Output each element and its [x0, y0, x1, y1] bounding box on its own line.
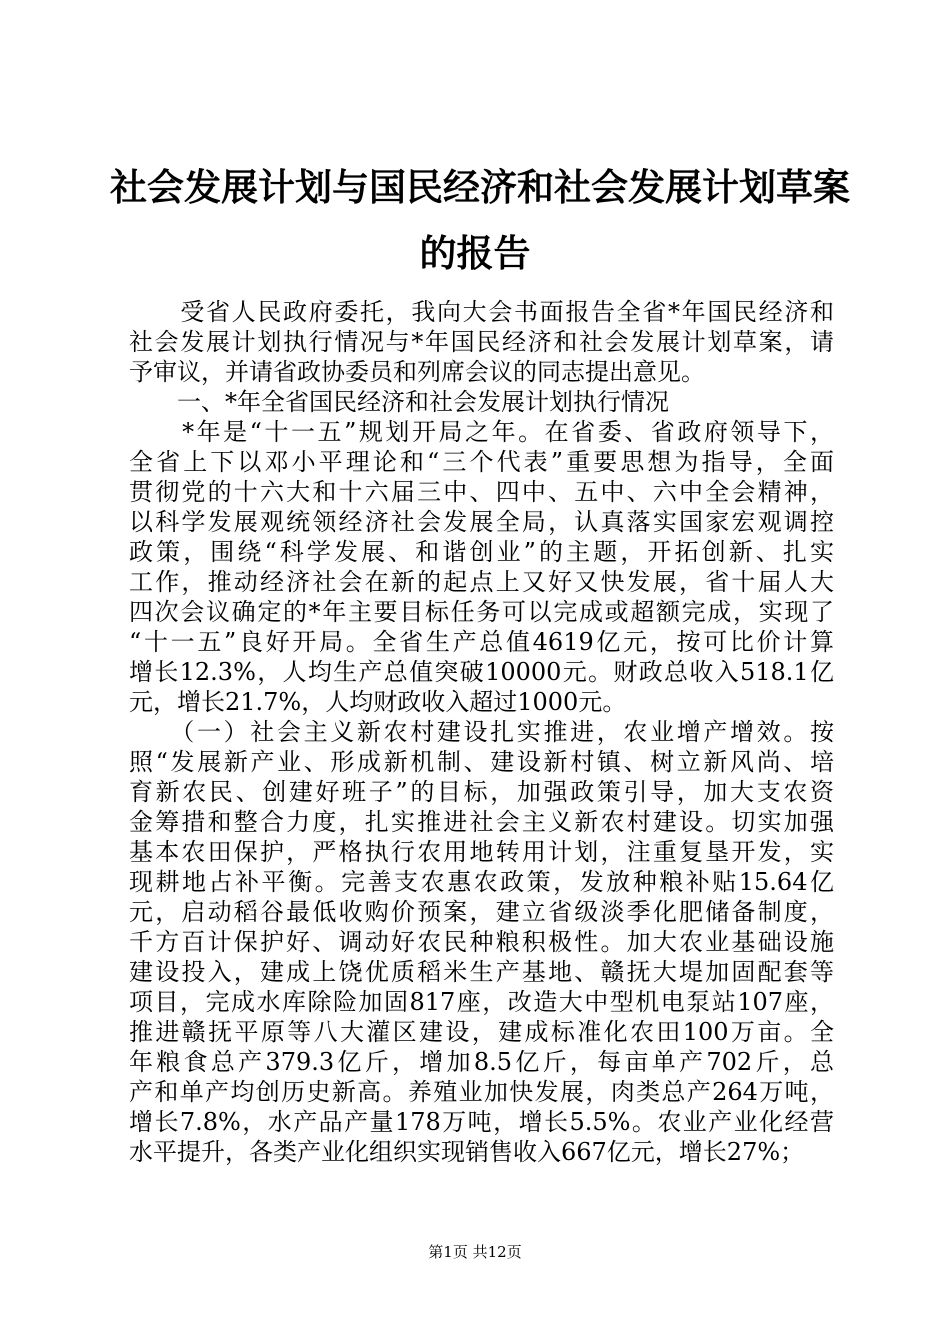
paragraph-agriculture [129, 717, 834, 1167]
text-line: 增长12.3%，人均生产总值突破10000元。财政总收入518.1亿 [129, 658, 834, 686]
text-line: 元，启动稻谷最低收购价预案，建立省级淡季化肥储备制度， [129, 898, 834, 926]
text-line: 产和单产均创历史新高。养殖业加快发展，肉类总产264万吨， [129, 1078, 834, 1106]
text-line: “十一五”良好开局。全省生产总值4619亿元，按可比价计算 [129, 628, 834, 656]
text-line: 贯彻党的十六大和十六届三中、四中、五中、六中全会精神， [129, 478, 834, 506]
text-line: 金筹措和整合力度，扎实推进社会主义新农村建设。切实加强 [129, 808, 834, 836]
title-line-1: 社会发展计划与国民经济和社会发展计划草案 [110, 166, 850, 209]
section-heading-1 [129, 387, 834, 417]
page-number-footer: 第1页 共12页 [428, 1243, 522, 1261]
text-line: 照“发展新产业、形成新机制、建设新村镇、树立新风尚、培 [129, 748, 834, 776]
text-line: 政策，围绕“科学发展、和谐创业”的主题，开拓创新、扎实 [129, 538, 834, 566]
text-line: 增长7.8%，水产品产量178万吨，增长5.5%。农业产业化经营 [129, 1108, 834, 1136]
text-line: 受省人民政府委托，我向大会书面报告全省*年国民经济和 [129, 298, 834, 326]
text-line: 千方百计保护好、调动好农民种粮积极性。加大农业基础设施 [129, 928, 834, 956]
text-line: （一）社会主义新农村建设扎实推进，农业增产增效。按 [129, 718, 834, 746]
text-line: 社会发展计划执行情况与*年国民经济和社会发展计划草案，请 [129, 328, 834, 356]
paragraph-overview [129, 417, 834, 717]
text-line: 全省上下以邓小平理论和“三个代表”重要思想为指导，全面 [129, 448, 834, 476]
title-line-2: 的报告 [419, 232, 531, 275]
text-line: 基本农田保护，严格执行农用地转用计划，注重复垦开发，实 [129, 838, 834, 866]
text-line: 建设投入，建成上饶优质稻米生产基地、赣抚大堤加固配套等 [129, 958, 834, 986]
document-title [110, 155, 850, 287]
text-line: 工作，推动经济社会在新的起点上又好又快发展，省十届人大 [129, 568, 834, 596]
text-line: 现耕地占补平衡。完善支农惠农政策，发放种粮补贴15.64亿 [129, 868, 834, 896]
text-line: 水平提升，各类产业化组织实现销售收入667亿元，增长27%； [129, 1138, 805, 1166]
text-line: 年粮食总产379.3亿斤，增加8.5亿斤，每亩单产702斤，总 [129, 1048, 834, 1076]
text-line: 项目，完成水库除险加固817座，改造大中型机电泵站107座， [129, 988, 834, 1016]
text-line: *年是“十一五”规划开局之年。在省委、省政府领导下， [129, 418, 834, 446]
text-line: 一、*年全省国民经济和社会发展计划执行情况 [129, 388, 669, 416]
text-line: 元，增长21.7%，人均财政收入超过1000元。 [129, 688, 627, 716]
text-line: 予审议，并请省政协委员和列席会议的同志提出意见。 [129, 358, 705, 386]
text-line: 以科学发展观统领经济社会发展全局，认真落实国家宏观调控 [129, 508, 834, 536]
paragraph-intro [129, 297, 834, 387]
text-line: 四次会议确定的*年主要目标任务可以完成或超额完成，实现了 [129, 598, 834, 626]
text-line: 推进赣抚平原等八大灌区建设，建成标准化农田100万亩。全 [129, 1018, 834, 1046]
document-body [129, 297, 834, 1167]
text-line: 育新农民、创建好班子”的目标，加强政策引导，加大支农资 [129, 778, 834, 806]
